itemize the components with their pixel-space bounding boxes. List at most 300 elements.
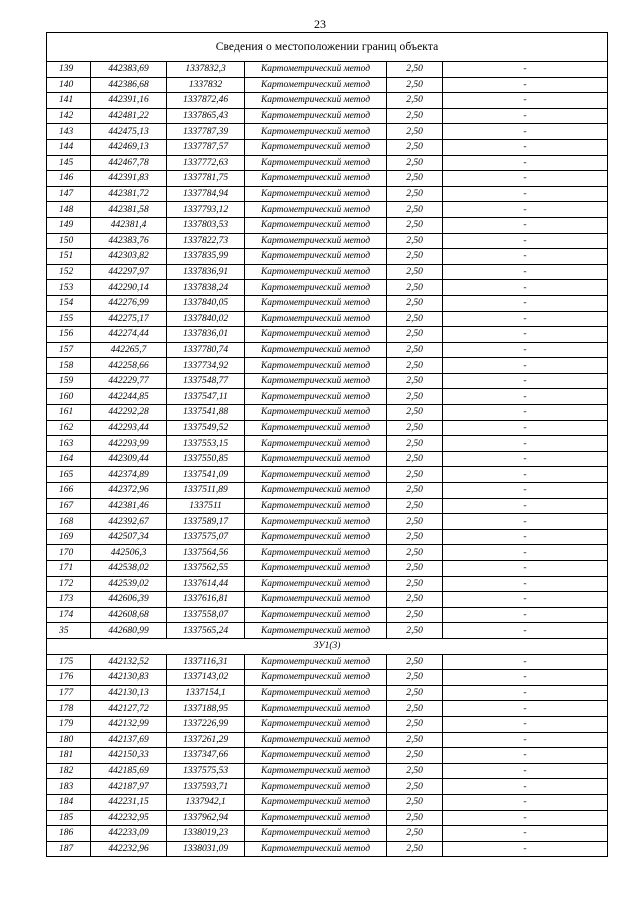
method-cell: Картометрический метод xyxy=(245,670,387,686)
method-cell: Картометрический метод xyxy=(245,607,387,623)
accuracy-cell: 2,50 xyxy=(387,841,443,857)
method-cell: Картометрический метод xyxy=(245,841,387,857)
description-cell: - xyxy=(443,561,608,577)
method-cell: Картометрический метод xyxy=(245,108,387,124)
table-row xyxy=(47,514,608,530)
point-number-cell: 161 xyxy=(47,405,91,421)
coord-y-cell: 1337347,66 xyxy=(167,748,245,764)
coord-x-cell: 442297,97 xyxy=(91,264,167,280)
coord-y-cell: 1337832,3 xyxy=(167,62,245,78)
table-row xyxy=(47,62,608,78)
table-row xyxy=(47,701,608,717)
coord-y-cell: 1337226,99 xyxy=(167,716,245,732)
method-cell: Картометрический метод xyxy=(245,451,387,467)
coord-y-cell: 1337787,57 xyxy=(167,139,245,155)
method-cell: Картометрический метод xyxy=(245,732,387,748)
point-number-cell: 184 xyxy=(47,794,91,810)
description-cell: - xyxy=(443,467,608,483)
coord-y-cell: 1337734,92 xyxy=(167,358,245,374)
method-cell: Картометрический метод xyxy=(245,748,387,764)
coord-y-cell: 1337614,44 xyxy=(167,576,245,592)
description-cell: - xyxy=(443,483,608,499)
method-cell: Картометрический метод xyxy=(245,311,387,327)
coord-y-cell: 1337803,53 xyxy=(167,217,245,233)
point-number-cell: 144 xyxy=(47,139,91,155)
section-row xyxy=(47,638,608,654)
table-row xyxy=(47,311,608,327)
coord-y-cell: 1337772,63 xyxy=(167,155,245,171)
accuracy-cell: 2,50 xyxy=(387,670,443,686)
point-number-cell: 164 xyxy=(47,451,91,467)
method-cell: Картометрический метод xyxy=(245,202,387,218)
coord-x-cell: 442680,99 xyxy=(91,623,167,639)
coord-y-cell: 1338031,09 xyxy=(167,841,245,857)
table-row xyxy=(47,420,608,436)
method-cell: Картометрический метод xyxy=(245,794,387,810)
description-cell: - xyxy=(443,514,608,530)
description-cell: - xyxy=(443,451,608,467)
point-number-cell: 179 xyxy=(47,716,91,732)
accuracy-cell: 2,50 xyxy=(387,233,443,249)
coord-y-cell: 1337840,05 xyxy=(167,295,245,311)
description-cell: - xyxy=(443,436,608,452)
description-cell: - xyxy=(443,280,608,296)
description-cell: - xyxy=(443,701,608,717)
coord-x-cell: 442274,44 xyxy=(91,327,167,343)
point-number-cell: 180 xyxy=(47,732,91,748)
description-cell: - xyxy=(443,716,608,732)
table-row xyxy=(47,436,608,452)
table-row xyxy=(47,592,608,608)
point-number-cell: 162 xyxy=(47,420,91,436)
method-cell: Картометрический метод xyxy=(245,623,387,639)
method-cell: Картометрический метод xyxy=(245,405,387,421)
method-cell: Картометрический метод xyxy=(245,186,387,202)
description-cell: - xyxy=(443,389,608,405)
coord-x-cell: 442185,69 xyxy=(91,763,167,779)
description-cell: - xyxy=(443,139,608,155)
table-row xyxy=(47,841,608,857)
table-row xyxy=(47,233,608,249)
accuracy-cell: 2,50 xyxy=(387,373,443,389)
coord-y-cell: 1337511 xyxy=(167,498,245,514)
method-cell: Картометрический метод xyxy=(245,342,387,358)
description-cell: - xyxy=(443,186,608,202)
page-number: 23 xyxy=(314,17,326,31)
point-number-cell: 169 xyxy=(47,529,91,545)
table-row xyxy=(47,607,608,623)
method-cell: Картометрический метод xyxy=(245,295,387,311)
point-number-cell: 148 xyxy=(47,202,91,218)
coord-x-cell: 442276,99 xyxy=(91,295,167,311)
point-number-cell: 158 xyxy=(47,358,91,374)
coord-x-cell: 442293,99 xyxy=(91,436,167,452)
coord-x-cell: 442290,14 xyxy=(91,280,167,296)
point-number-cell: 146 xyxy=(47,171,91,187)
table-row xyxy=(47,358,608,374)
point-number-cell: 150 xyxy=(47,233,91,249)
description-cell: - xyxy=(443,763,608,779)
coord-y-cell: 1337541,88 xyxy=(167,405,245,421)
table-row xyxy=(47,794,608,810)
table-row xyxy=(47,405,608,421)
point-number-cell: 167 xyxy=(47,498,91,514)
accuracy-cell: 2,50 xyxy=(387,311,443,327)
method-cell: Картометрический метод xyxy=(245,249,387,265)
point-number-cell: 163 xyxy=(47,436,91,452)
method-cell: Картометрический метод xyxy=(245,561,387,577)
accuracy-cell: 2,50 xyxy=(387,810,443,826)
description-cell: - xyxy=(443,826,608,842)
coord-x-cell: 442538,02 xyxy=(91,561,167,577)
point-number-cell: 151 xyxy=(47,249,91,265)
description-cell: - xyxy=(443,62,608,78)
coord-y-cell: 1337787,39 xyxy=(167,124,245,140)
coord-x-cell: 442258,66 xyxy=(91,358,167,374)
point-number-cell: 185 xyxy=(47,810,91,826)
accuracy-cell: 2,50 xyxy=(387,576,443,592)
coord-y-cell: 1337780,74 xyxy=(167,342,245,358)
method-cell: Картометрический метод xyxy=(245,233,387,249)
coord-x-cell: 442386,68 xyxy=(91,77,167,93)
table-row xyxy=(47,342,608,358)
coord-x-cell: 442127,72 xyxy=(91,701,167,717)
method-cell: Картометрический метод xyxy=(245,62,387,78)
accuracy-cell: 2,50 xyxy=(387,171,443,187)
accuracy-cell: 2,50 xyxy=(387,498,443,514)
coord-y-cell: 1337154,1 xyxy=(167,685,245,701)
description-cell: - xyxy=(443,124,608,140)
accuracy-cell: 2,50 xyxy=(387,794,443,810)
accuracy-cell: 2,50 xyxy=(387,732,443,748)
table-row xyxy=(47,93,608,109)
coord-x-cell: 442381,46 xyxy=(91,498,167,514)
point-number-cell: 149 xyxy=(47,217,91,233)
method-cell: Картометрический метод xyxy=(245,77,387,93)
point-number-cell: 152 xyxy=(47,264,91,280)
coord-y-cell: 1337593,71 xyxy=(167,779,245,795)
table-row xyxy=(47,716,608,732)
point-number-cell: 159 xyxy=(47,373,91,389)
table-row xyxy=(47,108,608,124)
method-cell: Картометрический метод xyxy=(245,576,387,592)
accuracy-cell: 2,50 xyxy=(387,529,443,545)
coord-x-cell: 442265,7 xyxy=(91,342,167,358)
coord-y-cell: 1337962,94 xyxy=(167,810,245,826)
method-cell: Картометрический метод xyxy=(245,701,387,717)
description-cell: - xyxy=(443,794,608,810)
description-cell: - xyxy=(443,217,608,233)
coord-x-cell: 442293,44 xyxy=(91,420,167,436)
coord-y-cell: 1337836,01 xyxy=(167,327,245,343)
description-cell: - xyxy=(443,670,608,686)
table-row xyxy=(47,124,608,140)
point-number-cell: 153 xyxy=(47,280,91,296)
coord-x-cell: 442232,95 xyxy=(91,810,167,826)
point-number-cell: 155 xyxy=(47,311,91,327)
table-row xyxy=(47,327,608,343)
table-row xyxy=(47,202,608,218)
method-cell: Картометрический метод xyxy=(245,155,387,171)
description-cell: - xyxy=(443,779,608,795)
description-cell: - xyxy=(443,810,608,826)
point-number-cell: 168 xyxy=(47,514,91,530)
accuracy-cell: 2,50 xyxy=(387,280,443,296)
description-cell: - xyxy=(443,405,608,421)
accuracy-cell: 2,50 xyxy=(387,826,443,842)
table-row xyxy=(47,576,608,592)
coord-y-cell: 1337822,73 xyxy=(167,233,245,249)
point-number-cell: 174 xyxy=(47,607,91,623)
coord-y-cell: 1337836,91 xyxy=(167,264,245,280)
description-cell: - xyxy=(443,545,608,561)
accuracy-cell: 2,50 xyxy=(387,93,443,109)
description-cell: - xyxy=(443,249,608,265)
table-row xyxy=(47,280,608,296)
coord-y-cell: 1337616,81 xyxy=(167,592,245,608)
description-cell: - xyxy=(443,311,608,327)
description-cell: - xyxy=(443,592,608,608)
coord-x-cell: 442275,17 xyxy=(91,311,167,327)
method-cell: Картометрический метод xyxy=(245,498,387,514)
coord-y-cell: 1337835,99 xyxy=(167,249,245,265)
table-row xyxy=(47,748,608,764)
method-cell: Картометрический метод xyxy=(245,483,387,499)
method-cell: Картометрический метод xyxy=(245,779,387,795)
description-cell: - xyxy=(443,498,608,514)
accuracy-cell: 2,50 xyxy=(387,389,443,405)
accuracy-cell: 2,50 xyxy=(387,155,443,171)
accuracy-cell: 2,50 xyxy=(387,436,443,452)
point-number-cell: 139 xyxy=(47,62,91,78)
method-cell: Картометрический метод xyxy=(245,327,387,343)
accuracy-cell: 2,50 xyxy=(387,607,443,623)
method-cell: Картометрический метод xyxy=(245,124,387,140)
accuracy-cell: 2,50 xyxy=(387,467,443,483)
method-cell: Картометрический метод xyxy=(245,826,387,842)
coord-y-cell: 1337188,95 xyxy=(167,701,245,717)
table-row xyxy=(47,685,608,701)
description-cell: - xyxy=(443,654,608,670)
description-cell: - xyxy=(443,342,608,358)
method-cell: Картометрический метод xyxy=(245,529,387,545)
description-cell: - xyxy=(443,373,608,389)
table-body-group-2 xyxy=(47,654,608,857)
coord-x-cell: 442229,77 xyxy=(91,373,167,389)
coord-x-cell: 442233,09 xyxy=(91,826,167,842)
coord-y-cell: 1337511,89 xyxy=(167,483,245,499)
coord-x-cell: 442303,82 xyxy=(91,249,167,265)
accuracy-cell: 2,50 xyxy=(387,124,443,140)
coord-x-cell: 442187,97 xyxy=(91,779,167,795)
table-row xyxy=(47,139,608,155)
accuracy-cell: 2,50 xyxy=(387,264,443,280)
accuracy-cell: 2,50 xyxy=(387,748,443,764)
coord-y-cell: 1337784,94 xyxy=(167,186,245,202)
point-number-cell: 143 xyxy=(47,124,91,140)
point-number-cell: 157 xyxy=(47,342,91,358)
description-cell: - xyxy=(443,576,608,592)
accuracy-cell: 2,50 xyxy=(387,139,443,155)
section-label: ЗУ1(3) xyxy=(47,638,608,654)
table-row xyxy=(47,810,608,826)
description-cell: - xyxy=(443,93,608,109)
method-cell: Картометрический метод xyxy=(245,545,387,561)
description-cell: - xyxy=(443,77,608,93)
coord-x-cell: 442292,28 xyxy=(91,405,167,421)
point-number-cell: 140 xyxy=(47,77,91,93)
table-title-row xyxy=(47,33,608,62)
point-number-cell: 173 xyxy=(47,592,91,608)
accuracy-cell: 2,50 xyxy=(387,420,443,436)
coord-x-cell: 442381,58 xyxy=(91,202,167,218)
description-cell: - xyxy=(443,108,608,124)
coord-y-cell: 1337589,17 xyxy=(167,514,245,530)
coord-x-cell: 442383,76 xyxy=(91,233,167,249)
method-cell: Картометрический метод xyxy=(245,685,387,701)
point-number-cell: 181 xyxy=(47,748,91,764)
point-number-cell: 156 xyxy=(47,327,91,343)
accuracy-cell: 2,50 xyxy=(387,358,443,374)
table-row xyxy=(47,249,608,265)
coord-y-cell: 1337575,07 xyxy=(167,529,245,545)
accuracy-cell: 2,50 xyxy=(387,249,443,265)
coord-y-cell: 1337261,29 xyxy=(167,732,245,748)
coord-x-cell: 442381,4 xyxy=(91,217,167,233)
description-cell: - xyxy=(443,732,608,748)
method-cell: Картометрический метод xyxy=(245,217,387,233)
table-row xyxy=(47,545,608,561)
coord-x-cell: 442150,33 xyxy=(91,748,167,764)
accuracy-cell: 2,50 xyxy=(387,654,443,670)
coord-y-cell: 1337564,56 xyxy=(167,545,245,561)
coord-y-cell: 1337547,11 xyxy=(167,389,245,405)
coord-x-cell: 442391,16 xyxy=(91,93,167,109)
accuracy-cell: 2,50 xyxy=(387,763,443,779)
point-number-cell: 166 xyxy=(47,483,91,499)
coord-y-cell: 1337942,1 xyxy=(167,794,245,810)
point-number-cell: 178 xyxy=(47,701,91,717)
coord-x-cell: 442232,96 xyxy=(91,841,167,857)
point-number-cell: 172 xyxy=(47,576,91,592)
table-row xyxy=(47,171,608,187)
table-row xyxy=(47,826,608,842)
method-cell: Картометрический метод xyxy=(245,420,387,436)
accuracy-cell: 2,50 xyxy=(387,685,443,701)
coord-y-cell: 1337143,02 xyxy=(167,670,245,686)
method-cell: Картометрический метод xyxy=(245,264,387,280)
accuracy-cell: 2,50 xyxy=(387,295,443,311)
coord-x-cell: 442481,22 xyxy=(91,108,167,124)
coord-y-cell: 1337116,31 xyxy=(167,654,245,670)
description-cell: - xyxy=(443,358,608,374)
accuracy-cell: 2,50 xyxy=(387,592,443,608)
method-cell: Картометрический метод xyxy=(245,436,387,452)
accuracy-cell: 2,50 xyxy=(387,514,443,530)
description-cell: - xyxy=(443,748,608,764)
table-row xyxy=(47,295,608,311)
point-number-cell: 165 xyxy=(47,467,91,483)
coord-x-cell: 442507,34 xyxy=(91,529,167,545)
method-cell: Картометрический метод xyxy=(245,763,387,779)
description-cell: - xyxy=(443,529,608,545)
description-cell: - xyxy=(443,264,608,280)
method-cell: Картометрический метод xyxy=(245,716,387,732)
table-row xyxy=(47,654,608,670)
point-number-cell: 147 xyxy=(47,186,91,202)
table-row xyxy=(47,373,608,389)
point-number-cell: 182 xyxy=(47,763,91,779)
coord-x-cell: 442137,69 xyxy=(91,732,167,748)
description-cell: - xyxy=(443,841,608,857)
method-cell: Картометрический метод xyxy=(245,171,387,187)
table-row xyxy=(47,670,608,686)
accuracy-cell: 2,50 xyxy=(387,405,443,421)
description-cell: - xyxy=(443,607,608,623)
table-row xyxy=(47,451,608,467)
accuracy-cell: 2,50 xyxy=(387,483,443,499)
point-number-cell: 154 xyxy=(47,295,91,311)
table-row xyxy=(47,623,608,639)
point-number-cell: 187 xyxy=(47,841,91,857)
coord-x-cell: 442506,3 xyxy=(91,545,167,561)
point-number-cell: 145 xyxy=(47,155,91,171)
table-row xyxy=(47,483,608,499)
coord-y-cell: 1337872,46 xyxy=(167,93,245,109)
method-cell: Картометрический метод xyxy=(245,373,387,389)
coord-x-cell: 442475,13 xyxy=(91,124,167,140)
table-row xyxy=(47,529,608,545)
coord-x-cell: 442132,99 xyxy=(91,716,167,732)
method-cell: Картометрический метод xyxy=(245,389,387,405)
coord-x-cell: 442130,83 xyxy=(91,670,167,686)
point-number-cell: 177 xyxy=(47,685,91,701)
accuracy-cell: 2,50 xyxy=(387,561,443,577)
table-body-group-1 xyxy=(47,62,608,639)
description-cell: - xyxy=(443,327,608,343)
point-number-cell: 141 xyxy=(47,93,91,109)
accuracy-cell: 2,50 xyxy=(387,186,443,202)
coord-x-cell: 442309,44 xyxy=(91,451,167,467)
table-row xyxy=(47,155,608,171)
coord-x-cell: 442130,13 xyxy=(91,685,167,701)
description-cell: - xyxy=(443,155,608,171)
description-cell: - xyxy=(443,171,608,187)
coord-x-cell: 442244,85 xyxy=(91,389,167,405)
coord-y-cell: 1337575,53 xyxy=(167,763,245,779)
boundary-table xyxy=(46,32,608,857)
accuracy-cell: 2,50 xyxy=(387,779,443,795)
point-number-cell: 176 xyxy=(47,670,91,686)
accuracy-cell: 2,50 xyxy=(387,327,443,343)
table-title: Сведения о местоположении границ объекта xyxy=(47,33,608,62)
method-cell: Картометрический метод xyxy=(245,358,387,374)
coord-x-cell: 442372,96 xyxy=(91,483,167,499)
coord-x-cell: 442467,78 xyxy=(91,155,167,171)
table-row xyxy=(47,763,608,779)
coord-x-cell: 442383,69 xyxy=(91,62,167,78)
coord-y-cell: 1337553,15 xyxy=(167,436,245,452)
accuracy-cell: 2,50 xyxy=(387,108,443,124)
coord-x-cell: 442608,68 xyxy=(91,607,167,623)
method-cell: Картометрический метод xyxy=(245,592,387,608)
accuracy-cell: 2,50 xyxy=(387,623,443,639)
accuracy-cell: 2,50 xyxy=(387,342,443,358)
point-number-cell: 171 xyxy=(47,561,91,577)
table-row xyxy=(47,389,608,405)
accuracy-cell: 2,50 xyxy=(387,545,443,561)
accuracy-cell: 2,50 xyxy=(387,202,443,218)
